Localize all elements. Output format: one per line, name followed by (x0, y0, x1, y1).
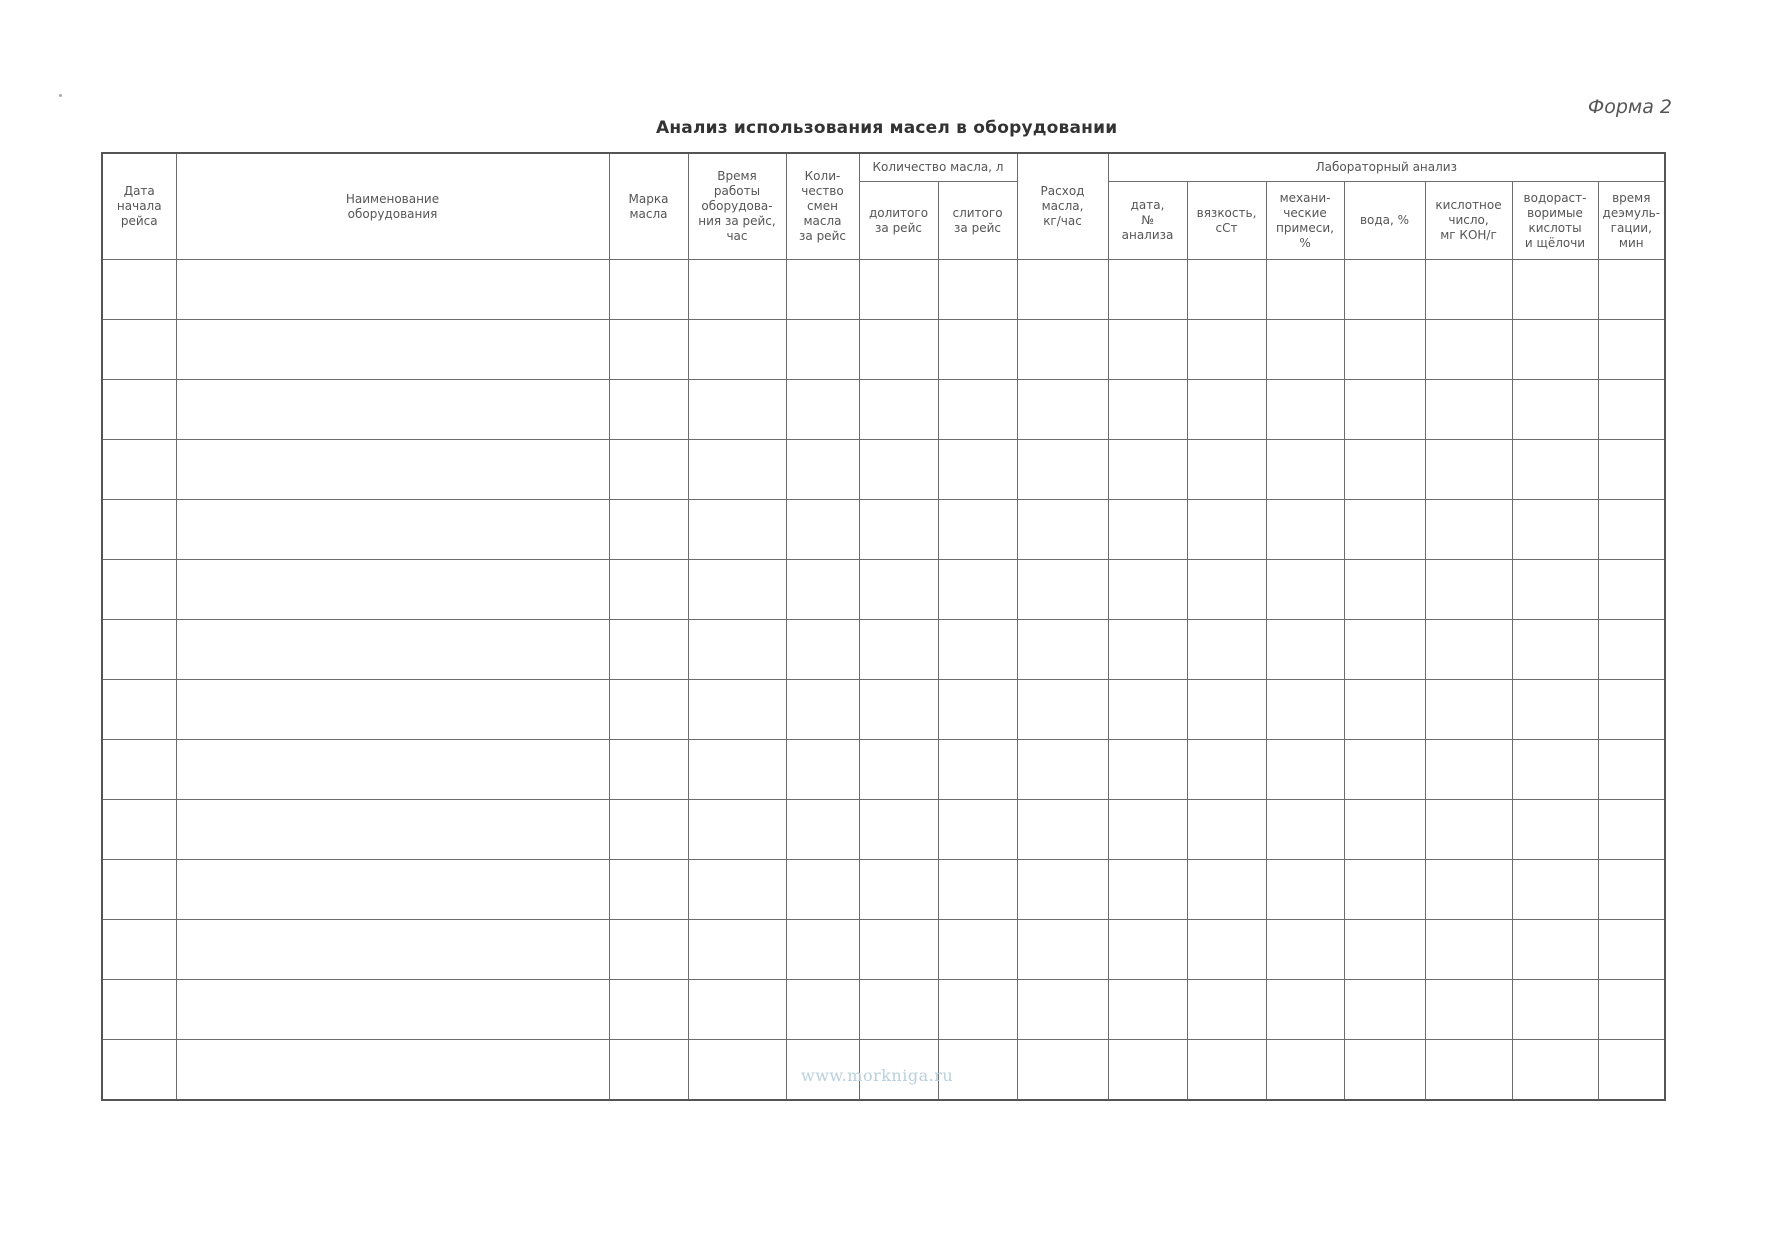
table-cell[interactable] (176, 620, 609, 680)
table-cell[interactable] (938, 680, 1017, 740)
header-analysis-date-no: дата, № анализа (1108, 182, 1187, 260)
table-cell[interactable] (1598, 560, 1665, 620)
table-cell[interactable] (102, 440, 176, 500)
table-body (102, 260, 1665, 1101)
table-cell[interactable] (688, 740, 786, 800)
table-cell[interactable] (938, 740, 1017, 800)
table-cell[interactable] (938, 320, 1017, 380)
table-cell[interactable] (859, 260, 938, 320)
header-water-soluble: водораст- воримые кислоты и щёлочи (1512, 182, 1598, 260)
table-cell[interactable] (1108, 440, 1187, 500)
table-cell[interactable] (938, 920, 1017, 980)
table-row (102, 620, 1665, 680)
table-cell[interactable] (1512, 500, 1598, 560)
table-cell[interactable] (1598, 920, 1665, 980)
table-cell[interactable] (1344, 1040, 1425, 1101)
table-row (102, 740, 1665, 800)
table-cell[interactable] (102, 860, 176, 920)
header-mech-impurities: механи- ческие примеси, % (1266, 182, 1344, 260)
table-cell[interactable] (859, 560, 938, 620)
table-cell[interactable] (786, 980, 859, 1040)
table-cell[interactable] (1344, 620, 1425, 680)
table-cell[interactable] (1187, 740, 1266, 800)
table-cell[interactable] (1598, 380, 1665, 440)
table-cell[interactable] (1512, 260, 1598, 320)
header-work-time: Время работы оборудова- ния за рейс, час (688, 153, 786, 260)
table-cell[interactable] (786, 440, 859, 500)
table-row (102, 380, 1665, 440)
table-cell[interactable] (1344, 740, 1425, 800)
table-row (102, 800, 1665, 860)
table-cell[interactable] (176, 560, 609, 620)
table-cell[interactable] (1425, 1040, 1512, 1101)
table-cell[interactable] (1266, 440, 1344, 500)
table-cell[interactable] (1512, 920, 1598, 980)
table-cell[interactable] (1425, 440, 1512, 500)
table-cell[interactable] (1108, 380, 1187, 440)
table-cell[interactable] (1344, 680, 1425, 740)
table-cell[interactable] (1425, 920, 1512, 980)
header-water: вода, % (1344, 182, 1425, 260)
table-cell[interactable] (938, 500, 1017, 560)
table-cell[interactable] (1598, 740, 1665, 800)
table-cell[interactable] (609, 560, 688, 620)
table-cell[interactable] (859, 800, 938, 860)
table-cell[interactable] (609, 920, 688, 980)
table-cell[interactable] (1017, 920, 1108, 980)
table-cell[interactable] (1266, 800, 1344, 860)
table-cell[interactable] (786, 620, 859, 680)
table-cell[interactable] (1512, 740, 1598, 800)
table-cell[interactable] (102, 560, 176, 620)
table-cell[interactable] (1425, 380, 1512, 440)
table-cell[interactable] (1598, 800, 1665, 860)
table-cell[interactable] (609, 620, 688, 680)
table-cell[interactable] (688, 1040, 786, 1101)
table-row (102, 680, 1665, 740)
header-equipment-name: Наименование оборудования (176, 153, 609, 260)
table-cell[interactable] (1017, 500, 1108, 560)
table-cell[interactable] (688, 680, 786, 740)
table-cell[interactable] (176, 500, 609, 560)
table-cell[interactable] (1425, 740, 1512, 800)
table-cell[interactable] (1512, 440, 1598, 500)
table-cell[interactable] (609, 800, 688, 860)
table-cell[interactable] (938, 620, 1017, 680)
table-cell[interactable] (176, 680, 609, 740)
table-cell[interactable] (1425, 260, 1512, 320)
table-cell[interactable] (176, 440, 609, 500)
table-cell[interactable] (609, 680, 688, 740)
table-cell[interactable] (1266, 260, 1344, 320)
table-cell[interactable] (176, 260, 609, 320)
table-cell[interactable] (688, 500, 786, 560)
table-cell[interactable] (1344, 440, 1425, 500)
table-cell[interactable] (609, 500, 688, 560)
table-cell[interactable] (1344, 800, 1425, 860)
table-cell[interactable] (1017, 380, 1108, 440)
table-cell[interactable] (609, 380, 688, 440)
header-demulsification: время деэмуль- гации, мин (1598, 182, 1665, 260)
table-cell[interactable] (1598, 320, 1665, 380)
table-cell[interactable] (1512, 680, 1598, 740)
table-cell[interactable] (1344, 860, 1425, 920)
table-cell[interactable] (1266, 500, 1344, 560)
table-cell[interactable] (1108, 860, 1187, 920)
header-acid-number: кислотное число, мг КОН/г (1425, 182, 1512, 260)
table-cell[interactable] (1017, 320, 1108, 380)
table-cell[interactable] (1108, 320, 1187, 380)
table-cell[interactable] (1017, 860, 1108, 920)
table-cell[interactable] (859, 920, 938, 980)
table-cell[interactable] (176, 800, 609, 860)
table-cell[interactable] (786, 260, 859, 320)
table-cell[interactable] (688, 800, 786, 860)
document-title: Анализ использования масел в оборудовании (656, 118, 1118, 138)
header-lab-analysis-group: Лабораторный анализ (1108, 153, 1665, 182)
table-cell[interactable] (859, 440, 938, 500)
header-start-date: Дата начала рейса (102, 153, 176, 260)
table-cell[interactable] (859, 380, 938, 440)
table-cell[interactable] (859, 740, 938, 800)
table-row (102, 560, 1665, 620)
table-cell[interactable] (1187, 560, 1266, 620)
table-cell[interactable] (688, 380, 786, 440)
table-cell[interactable] (102, 260, 176, 320)
table-cell[interactable] (1266, 920, 1344, 980)
table-cell[interactable] (938, 980, 1017, 1040)
table-cell[interactable] (786, 800, 859, 860)
table-cell[interactable] (1187, 500, 1266, 560)
table-cell[interactable] (938, 800, 1017, 860)
table-cell[interactable] (1425, 500, 1512, 560)
table-cell[interactable] (1187, 260, 1266, 320)
table-cell[interactable] (859, 620, 938, 680)
table-cell[interactable] (609, 320, 688, 380)
table-cell[interactable] (688, 440, 786, 500)
table-cell[interactable] (1017, 680, 1108, 740)
table-cell[interactable] (102, 680, 176, 740)
table-cell[interactable] (1512, 860, 1598, 920)
table-cell[interactable] (1425, 800, 1512, 860)
table-cell[interactable] (1187, 800, 1266, 860)
table-cell[interactable] (609, 740, 688, 800)
table-cell[interactable] (1344, 500, 1425, 560)
header-oil-changes: Коли- чество смен масла за рейс (786, 153, 859, 260)
table-cell[interactable] (1344, 320, 1425, 380)
table-cell[interactable] (1187, 1040, 1266, 1101)
table-cell[interactable] (1108, 680, 1187, 740)
table-cell[interactable] (609, 1040, 688, 1101)
table-cell[interactable] (688, 320, 786, 380)
table-cell[interactable] (688, 560, 786, 620)
table-cell[interactable] (1017, 740, 1108, 800)
table-cell[interactable] (688, 860, 786, 920)
table-row (102, 260, 1665, 320)
table-cell[interactable] (1017, 560, 1108, 620)
table-cell[interactable] (688, 260, 786, 320)
table-cell[interactable] (1425, 560, 1512, 620)
header-oil-drained: слитого за рейс (938, 182, 1017, 260)
table-cell[interactable] (1598, 500, 1665, 560)
table-cell[interactable] (786, 320, 859, 380)
table-cell[interactable] (609, 980, 688, 1040)
table-cell[interactable] (102, 980, 176, 1040)
table-cell[interactable] (786, 560, 859, 620)
table-cell[interactable] (1108, 560, 1187, 620)
table-cell[interactable] (176, 860, 609, 920)
table-cell[interactable] (1187, 320, 1266, 380)
table-cell[interactable] (1187, 440, 1266, 500)
form-label: Форма 2 (1587, 96, 1672, 118)
table-cell[interactable] (859, 860, 938, 920)
header-oil-added: долитого за рейс (859, 182, 938, 260)
table-cell[interactable] (786, 740, 859, 800)
table-cell[interactable] (1598, 980, 1665, 1040)
table-cell[interactable] (1108, 260, 1187, 320)
table-cell[interactable] (176, 740, 609, 800)
table-cell[interactable] (1344, 920, 1425, 980)
table-cell[interactable] (1425, 680, 1512, 740)
header-oil-consumption: Расход масла, кг/час (1017, 153, 1108, 260)
table-cell[interactable] (1266, 380, 1344, 440)
table-cell[interactable] (1017, 800, 1108, 860)
table-cell[interactable] (1425, 620, 1512, 680)
watermark: www.morkniga.ru (801, 1066, 954, 1085)
table-cell[interactable] (1187, 380, 1266, 440)
table-cell[interactable] (688, 980, 786, 1040)
table-cell[interactable] (786, 680, 859, 740)
table-cell[interactable] (1266, 620, 1344, 680)
table-cell[interactable] (1512, 620, 1598, 680)
table-row (102, 860, 1665, 920)
table-cell[interactable] (688, 920, 786, 980)
table-cell[interactable] (176, 980, 609, 1040)
table-cell[interactable] (1017, 440, 1108, 500)
table-cell[interactable] (176, 320, 609, 380)
table-cell[interactable] (102, 500, 176, 560)
table-cell[interactable] (1108, 980, 1187, 1040)
oil-usage-table (101, 152, 1666, 1101)
table-cell[interactable] (1108, 920, 1187, 980)
table-cell[interactable] (688, 620, 786, 680)
table-cell[interactable] (1108, 620, 1187, 680)
table-cell[interactable] (1187, 860, 1266, 920)
table-row (102, 440, 1665, 500)
table-cell[interactable] (938, 260, 1017, 320)
table-cell[interactable] (102, 740, 176, 800)
scan-speck (59, 94, 62, 97)
table-cell[interactable] (1187, 620, 1266, 680)
table-cell[interactable] (102, 800, 176, 860)
table-cell[interactable] (1598, 860, 1665, 920)
table-cell[interactable] (1512, 1040, 1598, 1101)
table-cell[interactable] (1266, 740, 1344, 800)
table-cell[interactable] (1187, 680, 1266, 740)
table-cell[interactable] (102, 1040, 176, 1101)
table-cell[interactable] (1108, 740, 1187, 800)
table-row (102, 320, 1665, 380)
table-cell[interactable] (786, 860, 859, 920)
table-cell[interactable] (1344, 380, 1425, 440)
table-cell[interactable] (938, 380, 1017, 440)
table-cell[interactable] (1266, 980, 1344, 1040)
table-cell[interactable] (1512, 380, 1598, 440)
table-cell[interactable] (1512, 320, 1598, 380)
table-row (102, 920, 1665, 980)
table-cell[interactable] (859, 320, 938, 380)
table-cell[interactable] (1266, 860, 1344, 920)
table-cell[interactable] (102, 620, 176, 680)
table-cell[interactable] (938, 440, 1017, 500)
header-oil-quantity-group: Количество масла, л (859, 153, 1017, 182)
table-cell[interactable] (176, 1040, 609, 1101)
table-cell[interactable] (176, 920, 609, 980)
table-cell[interactable] (1512, 560, 1598, 620)
table-cell[interactable] (859, 680, 938, 740)
table-cell[interactable] (1017, 620, 1108, 680)
table-cell[interactable] (1598, 1040, 1665, 1101)
table-cell[interactable] (786, 500, 859, 560)
table-cell[interactable] (102, 320, 176, 380)
table-cell[interactable] (1017, 980, 1108, 1040)
table-cell[interactable] (1017, 1040, 1108, 1101)
table-cell[interactable] (1266, 1040, 1344, 1101)
table-cell[interactable] (1187, 980, 1266, 1040)
table-cell[interactable] (102, 920, 176, 980)
table-cell[interactable] (1108, 1040, 1187, 1101)
table-cell[interactable] (1598, 620, 1665, 680)
table-cell[interactable] (786, 380, 859, 440)
table-cell[interactable] (1425, 320, 1512, 380)
table-cell[interactable] (859, 500, 938, 560)
table-cell[interactable] (938, 860, 1017, 920)
header-oil-brand: Марка масла (609, 153, 688, 260)
table-cell[interactable] (1266, 320, 1344, 380)
table-cell[interactable] (1425, 860, 1512, 920)
table-cell[interactable] (609, 860, 688, 920)
table-cell[interactable] (1344, 980, 1425, 1040)
table-cell[interactable] (176, 380, 609, 440)
table-cell[interactable] (1512, 800, 1598, 860)
table-cell[interactable] (609, 260, 688, 320)
table-cell[interactable] (1266, 680, 1344, 740)
table-cell[interactable] (1598, 260, 1665, 320)
table-cell[interactable] (1108, 500, 1187, 560)
table-cell[interactable] (609, 440, 688, 500)
table-cell[interactable] (1425, 980, 1512, 1040)
table-cell[interactable] (1344, 560, 1425, 620)
table-cell[interactable] (1344, 260, 1425, 320)
table-cell[interactable] (1512, 980, 1598, 1040)
table-cell[interactable] (938, 560, 1017, 620)
header-viscosity: вязкость, сСт (1187, 182, 1266, 260)
table-cell[interactable] (1187, 920, 1266, 980)
table-cell[interactable] (102, 380, 176, 440)
table-row (102, 980, 1665, 1040)
table-cell[interactable] (1108, 800, 1187, 860)
table-cell[interactable] (1598, 440, 1665, 500)
table-cell[interactable] (1266, 560, 1344, 620)
table-cell[interactable] (786, 920, 859, 980)
table-cell[interactable] (1598, 680, 1665, 740)
table-cell[interactable] (859, 980, 938, 1040)
table-row (102, 500, 1665, 560)
table-cell[interactable] (1017, 260, 1108, 320)
